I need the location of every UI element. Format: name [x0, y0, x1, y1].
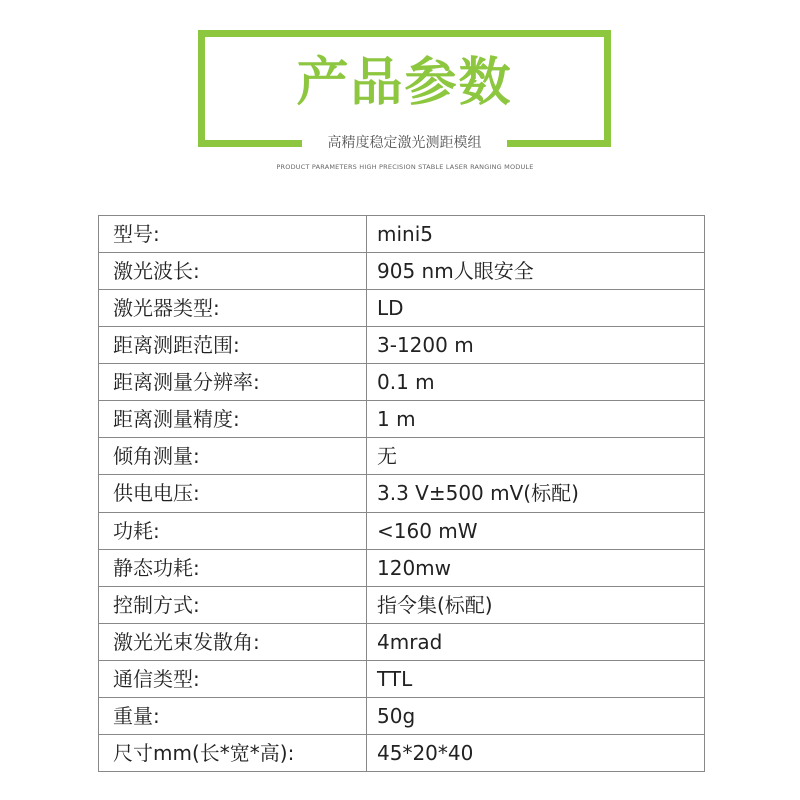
param-label: 型号: [99, 216, 367, 253]
param-value: 905 nm人眼安全 [367, 253, 705, 290]
param-label: 激光波长: [99, 253, 367, 290]
table-row [99, 549, 705, 586]
table-row [99, 253, 705, 290]
param-label: 倾角测量: [99, 438, 367, 475]
table-row [99, 512, 705, 549]
param-label: 尺寸mm(长*宽*高): [99, 734, 367, 771]
param-value: <160 mW [367, 512, 705, 549]
param-label: 距离测量分辨率: [99, 364, 367, 401]
param-label: 功耗: [99, 512, 367, 549]
table-row [99, 438, 705, 475]
table-row [99, 660, 705, 697]
param-label: 激光器类型: [99, 290, 367, 327]
param-value: 1 m [367, 401, 705, 438]
param-value: 3.3 V±500 mV(标配) [367, 475, 705, 512]
param-value: 无 [367, 438, 705, 475]
param-label: 供电电压: [99, 475, 367, 512]
table-row [99, 475, 705, 512]
param-label: 静态功耗: [99, 549, 367, 586]
parameters-table [98, 215, 705, 772]
page-subtitle-english: PRODUCT PARAMETERS HIGH PRECISION STABLE LASER RANGING MODULE [276, 163, 534, 171]
table-row [99, 586, 705, 623]
table-row [99, 327, 705, 364]
param-value: 120mw [367, 549, 705, 586]
title-frame-bottom-left [198, 140, 302, 147]
page-subtitle: 高精度稳定激光测距模组 [327, 135, 482, 151]
param-label: 距离测量精度: [99, 401, 367, 438]
param-value: 3-1200 m [367, 327, 705, 364]
param-value: LD [367, 290, 705, 327]
param-label: 重量: [99, 697, 367, 734]
param-value: 指令集(标配) [367, 586, 705, 623]
title-frame-bottom-right [507, 140, 611, 147]
param-value: mini5 [367, 216, 705, 253]
table-row [99, 364, 705, 401]
table-row [99, 734, 705, 771]
param-label: 激光光束发散角: [99, 623, 367, 660]
param-label: 控制方式: [99, 586, 367, 623]
table-row [99, 697, 705, 734]
param-value: 0.1 m [367, 364, 705, 401]
param-label: 通信类型: [99, 660, 367, 697]
param-value: 45*20*40 [367, 734, 705, 771]
table-row [99, 401, 705, 438]
param-value: TTL [367, 660, 705, 697]
param-value: 50g [367, 697, 705, 734]
page-title: 产品参数 [296, 53, 513, 113]
param-value: 4mrad [367, 623, 705, 660]
param-label: 距离测距范围: [99, 327, 367, 364]
table-row [99, 623, 705, 660]
table-row [99, 216, 705, 253]
table-row [99, 290, 705, 327]
